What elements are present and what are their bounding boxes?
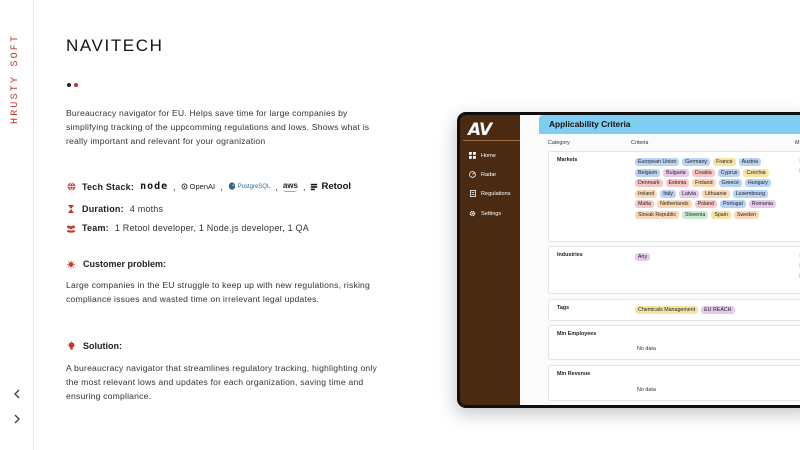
problem-icon <box>66 259 76 269</box>
team-value: 1 Retool developer, 1 Node.js developer, 1 QA <box>114 223 309 233</box>
chevron-left-icon <box>13 387 21 402</box>
project-description: Bureaucracy navigator for EU. Helps save time for large companies by simplifying tracking of the uppcomming regulations and lows. Shows what is really important and relevant for your ogranization <box>66 108 370 146</box>
tags-chips <box>635 306 785 314</box>
sidebar-item-settings[interactable] <box>469 210 501 217</box>
market-chip: Germany <box>682 158 710 166</box>
market-chip: Slovak Republic <box>635 211 679 219</box>
next-slide-button[interactable] <box>8 410 26 428</box>
market-chip: Ireland <box>635 190 657 198</box>
column-header-category: Category <box>548 140 570 146</box>
duration-row <box>66 204 163 214</box>
tag-chip: EU REACH <box>701 306 734 314</box>
market-chip: Poland <box>695 200 718 208</box>
solution-heading <box>66 341 122 351</box>
decorative-dots <box>67 83 78 87</box>
industries-chips <box>635 253 785 261</box>
sidebar-item-settings-label: Settings <box>481 210 502 217</box>
app-logo: AV <box>468 120 492 140</box>
solution-text: A bureaucracy navigator that streamlines regulatory tracking, highlighting only the most relevant lows and updates for each organization, saving time and ensuring compliance. <box>66 363 378 401</box>
brand-logo <box>10 14 24 124</box>
sidebar-item-radar-label: Radar <box>481 171 497 178</box>
solution-title: Solution: <box>83 341 122 351</box>
tags-card <box>548 299 800 321</box>
markets-card <box>548 151 800 242</box>
app-main-panel <box>520 115 800 405</box>
tech-stack-label: Tech Stack: <box>82 181 135 192</box>
customer-problem-heading <box>66 259 166 269</box>
min-revenue-value: No data <box>637 387 656 393</box>
sidebar-item-radar[interactable] <box>469 171 496 178</box>
tech-stack-row: Tech Stack: node , OpenAI , PostgreSQL , aws , Retool <box>66 181 351 192</box>
openai-logo <box>181 182 215 191</box>
min-employees-card <box>548 325 800 360</box>
sidebar-item-home[interactable] <box>469 152 496 159</box>
column-header-extra: M <box>795 140 800 146</box>
market-chip: Netherlands <box>657 200 692 208</box>
market-chip: Bulgaria <box>663 169 688 177</box>
duration-label: Duration: <box>82 204 124 214</box>
market-chip: Belgium <box>635 169 660 177</box>
market-chip: Malta <box>635 200 654 208</box>
prev-slide-button[interactable] <box>8 385 26 403</box>
market-chip: Romania <box>749 200 776 208</box>
aws-logo <box>283 182 298 192</box>
market-chip: Croatia <box>692 169 715 177</box>
min-revenue-label: Min Revenue <box>557 371 591 377</box>
sidebar-item-regulations[interactable] <box>469 190 511 197</box>
market-chip: Cyprus <box>718 169 741 177</box>
team-row <box>66 223 309 233</box>
postgresql-logo <box>228 182 271 191</box>
grid-icon <box>469 152 476 159</box>
project-title: NAVITECH <box>66 36 164 55</box>
market-chip: Slovenia <box>682 211 708 219</box>
market-chip: Lithuanie <box>702 190 730 198</box>
markets-label: Markets <box>557 157 578 163</box>
industry-chip: Any <box>635 253 650 261</box>
tag-chip: Chemicals Management <box>635 306 698 314</box>
market-chip: France <box>713 158 736 166</box>
tags-label: Tags <box>557 305 570 311</box>
app-header <box>539 115 800 134</box>
retool-logo <box>310 181 351 192</box>
market-chip: European Union <box>635 158 679 166</box>
market-chip: Hungary <box>745 179 771 187</box>
market-chip: Greece <box>719 179 742 187</box>
team-icon <box>66 223 76 233</box>
min-revenue-card <box>548 365 800 401</box>
gear-icon <box>469 210 476 217</box>
globe-icon <box>66 182 76 192</box>
lightbulb-icon <box>66 341 76 351</box>
column-header-criteria: Criteria <box>631 140 649 146</box>
sidebar-item-home-label: Home <box>481 152 496 159</box>
hourglass-icon <box>66 204 76 214</box>
left-rail <box>0 0 34 450</box>
market-chip: Czechia <box>743 169 768 177</box>
aws-label: aws <box>282 180 298 190</box>
retool-label: Retool <box>321 181 352 192</box>
postgresql-label: PostgreSQL <box>237 183 271 190</box>
sidebar-item-regulations-label: Regulations <box>481 190 511 197</box>
openai-label: OpenAI <box>189 182 216 191</box>
market-chip: Finland <box>692 179 715 187</box>
min-employees-label: Min Employees <box>557 331 597 337</box>
chevron-right-icon <box>13 412 21 427</box>
radar-icon <box>469 171 476 178</box>
customer-problem-title: Customer problem: <box>83 259 167 269</box>
app-header-title: Applicability Criteria <box>549 119 631 129</box>
market-chip: Denmark <box>635 179 663 187</box>
nodejs-logo: node <box>140 181 169 192</box>
market-chip: Austria <box>739 158 762 166</box>
market-chip: Luxembourg <box>733 190 768 198</box>
market-chip: Sweden <box>734 211 759 219</box>
duration-value: 4 moths <box>129 204 164 214</box>
industries-card <box>548 246 800 294</box>
market-chip: Italy <box>660 190 676 198</box>
market-chip: Portugal <box>720 200 746 208</box>
team-label: Team: <box>82 223 109 233</box>
market-chip: Estonia <box>666 179 690 187</box>
brand-name: HRUSTY SOFT <box>10 33 21 124</box>
market-chip: Latvia <box>679 190 699 198</box>
min-employees-value: No data <box>637 346 656 352</box>
market-chip: Spain <box>711 211 731 219</box>
industries-label: Industries <box>557 252 583 258</box>
app-sidebar <box>460 115 520 405</box>
customer-problem-text: Large companies in the EU struggle to keep up with new regulations, risking compliance issues and wasted time on irrelevant legal updates. <box>66 280 371 304</box>
markets-chips <box>635 158 785 219</box>
app-screenshot-mockup <box>457 112 800 408</box>
document-icon <box>469 190 476 197</box>
